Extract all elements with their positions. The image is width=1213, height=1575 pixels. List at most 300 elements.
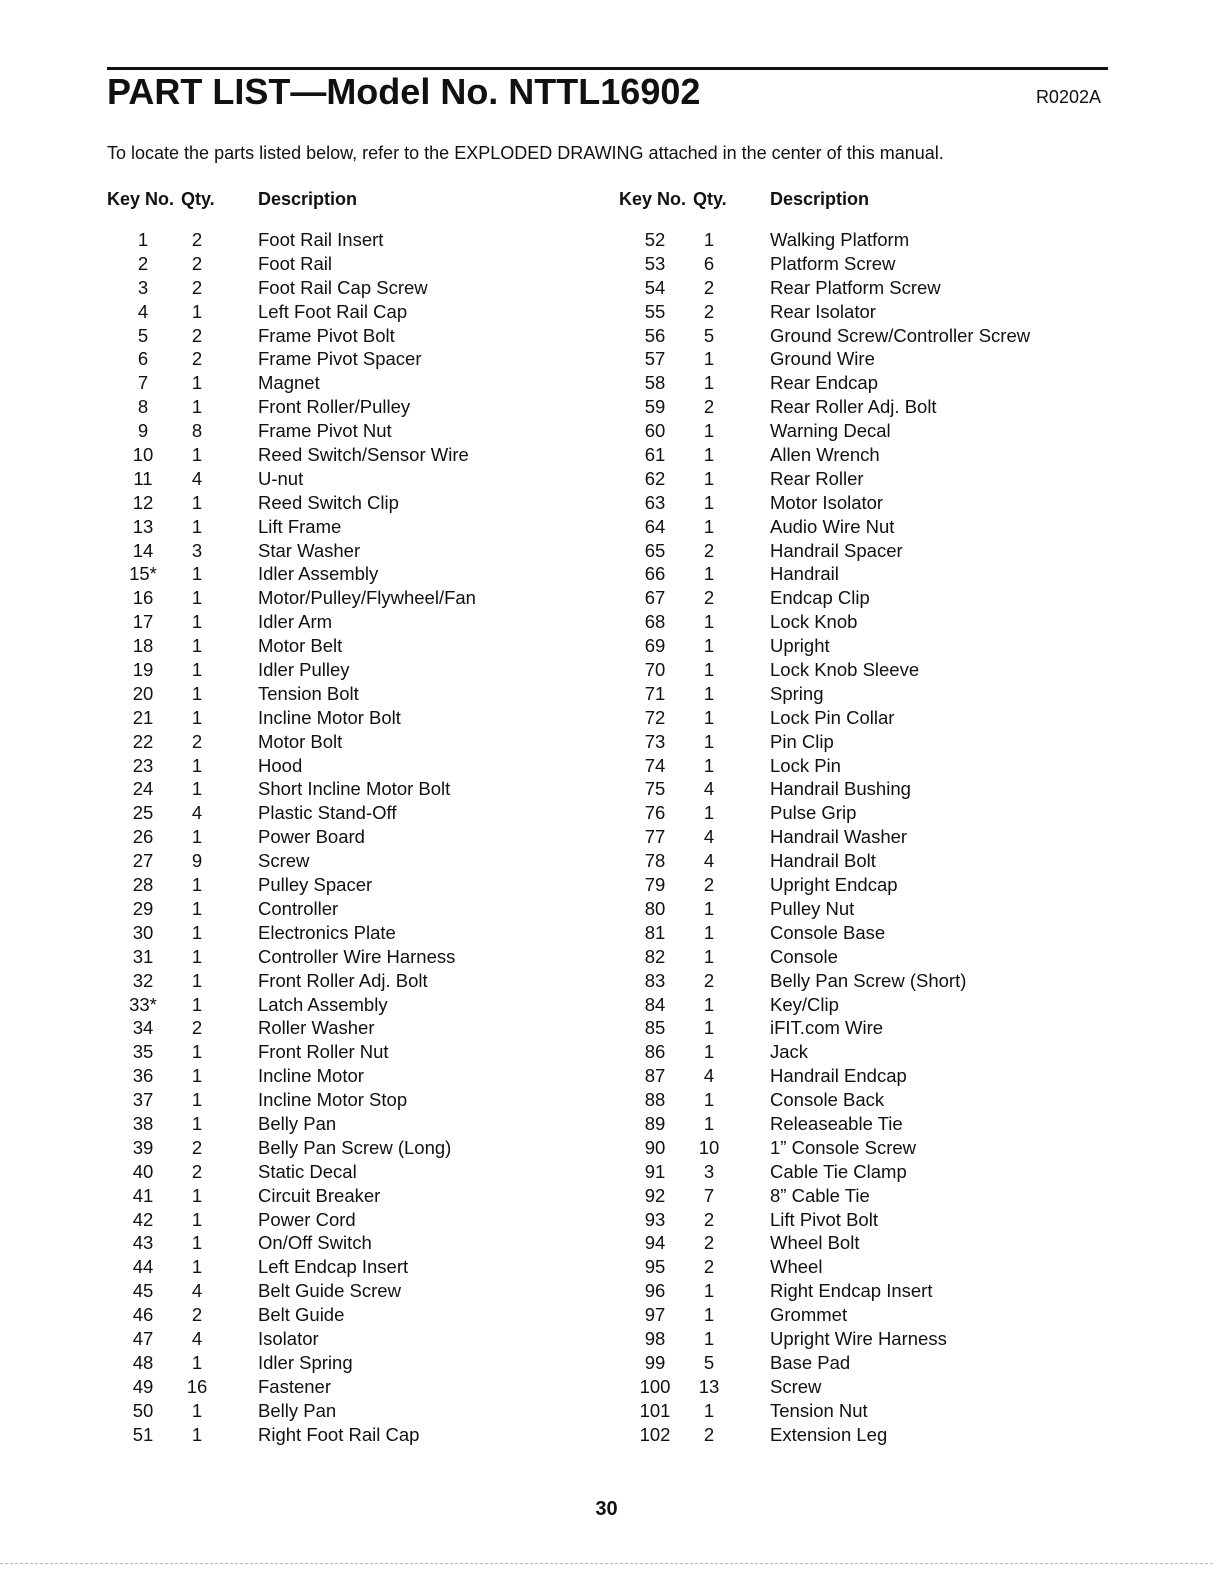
part-description: Motor/Pulley/Flywheel/Fan bbox=[258, 587, 476, 609]
part-quantity: 8 bbox=[191, 420, 203, 442]
part-key-number: 20 bbox=[132, 682, 154, 704]
part-quantity: 1 bbox=[703, 563, 715, 585]
part-key-number: 22 bbox=[132, 730, 154, 752]
part-quantity: 2 bbox=[703, 276, 715, 298]
part-description: Foot Rail Insert bbox=[258, 229, 384, 250]
part-row bbox=[120, 1184, 560, 1208]
part-row bbox=[632, 467, 1102, 491]
part-quantity: 1 bbox=[191, 993, 203, 1015]
part-key-number: 88 bbox=[644, 1089, 666, 1111]
part-row bbox=[632, 1279, 1102, 1303]
part-quantity: 13 bbox=[698, 1375, 720, 1397]
part-quantity: 1 bbox=[703, 754, 715, 776]
part-key-number: 54 bbox=[644, 276, 666, 298]
part-description: Left Foot Rail Cap bbox=[258, 300, 408, 322]
part-quantity: 1 bbox=[191, 396, 203, 418]
part-description: On/Off Switch bbox=[258, 1232, 372, 1254]
part-description: Rear Roller bbox=[770, 467, 864, 489]
part-key-number: 7 bbox=[137, 372, 149, 394]
part-row bbox=[632, 1375, 1102, 1399]
part-key-number: 84 bbox=[644, 993, 666, 1015]
part-description: Motor Belt bbox=[258, 635, 343, 657]
part-description: Wheel Bolt bbox=[770, 1232, 860, 1254]
part-quantity: 1 bbox=[191, 515, 203, 537]
part-row bbox=[632, 1303, 1102, 1327]
part-quantity: 5 bbox=[703, 324, 715, 346]
part-quantity: 1 bbox=[703, 515, 715, 537]
part-description: Tension Bolt bbox=[258, 682, 359, 704]
part-description: 8” Cable Tie bbox=[770, 1184, 870, 1206]
part-key-number: 56 bbox=[644, 324, 666, 346]
part-row bbox=[120, 969, 560, 993]
part-description: Lock Knob bbox=[770, 611, 858, 633]
part-quantity: 2 bbox=[191, 1304, 203, 1326]
part-description: Incline Motor Stop bbox=[258, 1089, 408, 1111]
part-description: Handrail Spacer bbox=[770, 539, 903, 561]
part-row bbox=[120, 730, 560, 754]
part-quantity: 4 bbox=[703, 778, 715, 800]
part-row bbox=[632, 897, 1102, 921]
part-description: Base Pad bbox=[770, 1351, 851, 1373]
part-row bbox=[632, 801, 1102, 825]
part-row bbox=[632, 1351, 1102, 1375]
part-row bbox=[120, 682, 560, 706]
part-quantity: 1 bbox=[191, 1065, 203, 1087]
part-description: Belly Pan bbox=[258, 1112, 337, 1134]
part-row bbox=[632, 324, 1102, 348]
part-key-number: 9 bbox=[137, 420, 149, 442]
part-key-number: 1 bbox=[137, 229, 149, 250]
part-description: U-nut bbox=[258, 467, 304, 489]
part-quantity: 1 bbox=[191, 1112, 203, 1134]
part-key-number: 92 bbox=[644, 1184, 666, 1206]
part-quantity: 4 bbox=[191, 467, 203, 489]
part-quantity: 4 bbox=[191, 1280, 203, 1302]
part-row bbox=[120, 395, 560, 419]
part-key-number: 76 bbox=[644, 802, 666, 824]
part-quantity: 1 bbox=[703, 659, 715, 681]
part-key-number: 25 bbox=[132, 802, 154, 824]
part-quantity: 2 bbox=[191, 252, 203, 274]
part-description: Handrail Endcap bbox=[770, 1065, 907, 1087]
part-row bbox=[120, 1231, 560, 1255]
part-quantity: 1 bbox=[191, 778, 203, 800]
part-description: Reed Switch/Sensor Wire bbox=[258, 444, 469, 466]
part-key-number: 82 bbox=[644, 945, 666, 967]
part-key-number: 73 bbox=[644, 730, 666, 752]
part-row bbox=[632, 395, 1102, 419]
part-description: Grommet bbox=[770, 1304, 848, 1326]
part-quantity: 1 bbox=[191, 587, 203, 609]
part-row bbox=[632, 443, 1102, 467]
part-row bbox=[120, 897, 560, 921]
part-row bbox=[120, 586, 560, 610]
part-row bbox=[120, 371, 560, 395]
part-description: Front Roller Adj. Bolt bbox=[258, 969, 428, 991]
part-description: Pulley Nut bbox=[770, 897, 855, 919]
part-key-number: 96 bbox=[644, 1280, 666, 1302]
part-key-number: 17 bbox=[132, 611, 154, 633]
part-row bbox=[632, 1016, 1102, 1040]
part-key-number: 52 bbox=[644, 229, 666, 250]
part-row bbox=[632, 1088, 1102, 1112]
part-description: Releaseable Tie bbox=[770, 1112, 903, 1134]
part-quantity: 2 bbox=[191, 1160, 203, 1182]
part-description: Frame Pivot Spacer bbox=[258, 348, 422, 370]
part-quantity: 1 bbox=[191, 300, 203, 322]
part-row bbox=[120, 1351, 560, 1375]
part-row bbox=[120, 491, 560, 515]
part-row bbox=[120, 801, 560, 825]
part-quantity: 1 bbox=[191, 969, 203, 991]
part-key-number: 46 bbox=[132, 1304, 154, 1326]
part-description: Jack bbox=[770, 1041, 809, 1063]
part-key-number: 51 bbox=[132, 1423, 154, 1445]
part-description: Motor Bolt bbox=[258, 730, 343, 752]
part-row bbox=[120, 825, 560, 849]
part-description: Star Washer bbox=[258, 539, 361, 561]
part-description: Upright Endcap bbox=[770, 874, 898, 896]
part-quantity: 4 bbox=[191, 1327, 203, 1349]
part-description: Lock Knob Sleeve bbox=[770, 659, 920, 681]
part-key-number: 33* bbox=[129, 993, 157, 1015]
part-row bbox=[120, 658, 560, 682]
part-quantity: 1 bbox=[191, 1232, 203, 1254]
part-row bbox=[632, 945, 1102, 969]
part-row bbox=[120, 467, 560, 491]
part-row bbox=[632, 1064, 1102, 1088]
part-quantity: 1 bbox=[191, 1208, 203, 1230]
part-row bbox=[632, 539, 1102, 563]
part-quantity: 4 bbox=[703, 1065, 715, 1087]
part-row bbox=[120, 252, 560, 276]
part-row bbox=[120, 873, 560, 897]
part-quantity: 1 bbox=[191, 611, 203, 633]
part-key-number: 100 bbox=[639, 1375, 671, 1397]
part-row bbox=[120, 419, 560, 443]
part-key-number: 93 bbox=[644, 1208, 666, 1230]
part-description: Short Incline Motor Bolt bbox=[258, 778, 451, 800]
part-key-number: 60 bbox=[644, 420, 666, 442]
part-quantity: 1 bbox=[703, 229, 715, 250]
part-key-number: 8 bbox=[137, 396, 149, 418]
part-key-number: 83 bbox=[644, 969, 666, 991]
page-number: 30 bbox=[595, 1498, 618, 1520]
part-description: Front Roller Nut bbox=[258, 1041, 389, 1063]
part-description: Idler Pulley bbox=[258, 659, 350, 681]
part-key-number: 69 bbox=[644, 635, 666, 657]
part-quantity: 2 bbox=[703, 1256, 715, 1278]
part-description: Handrail Bolt bbox=[770, 850, 876, 872]
part-row bbox=[120, 1160, 560, 1184]
part-description: Belly Pan Screw (Short) bbox=[770, 969, 967, 991]
part-quantity: 1 bbox=[703, 1280, 715, 1302]
part-key-number: 30 bbox=[132, 921, 154, 943]
part-key-number: 24 bbox=[132, 778, 154, 800]
part-row bbox=[120, 1423, 560, 1447]
part-quantity: 10 bbox=[698, 1136, 720, 1158]
part-description: Ground Wire bbox=[770, 348, 875, 370]
part-row bbox=[120, 1136, 560, 1160]
part-row bbox=[120, 754, 560, 778]
part-quantity: 5 bbox=[703, 1351, 715, 1373]
part-quantity: 1 bbox=[703, 1304, 715, 1326]
part-row bbox=[120, 1040, 560, 1064]
part-key-number: 55 bbox=[644, 300, 666, 322]
part-quantity: 1 bbox=[703, 1089, 715, 1111]
part-row bbox=[632, 969, 1102, 993]
part-quantity: 3 bbox=[703, 1160, 715, 1182]
part-key-number: 102 bbox=[639, 1423, 671, 1445]
part-quantity: 2 bbox=[191, 276, 203, 298]
part-description: Left Endcap Insert bbox=[258, 1256, 409, 1278]
part-quantity: 1 bbox=[191, 563, 203, 585]
part-quantity: 1 bbox=[703, 444, 715, 466]
part-description: Idler Arm bbox=[258, 611, 333, 633]
part-row bbox=[120, 228, 560, 252]
left-description-header: Description bbox=[258, 189, 358, 209]
part-row bbox=[632, 825, 1102, 849]
part-quantity: 1 bbox=[191, 706, 203, 728]
right-parts-list bbox=[632, 228, 1102, 1446]
part-description: Ground Screw/Controller Screw bbox=[770, 324, 1031, 346]
part-description: Lock Pin Collar bbox=[770, 706, 895, 728]
right-description-header: Description bbox=[770, 189, 870, 209]
part-quantity: 1 bbox=[191, 921, 203, 943]
part-description: Circuit Breaker bbox=[258, 1184, 381, 1206]
part-row bbox=[632, 1112, 1102, 1136]
part-quantity: 1 bbox=[191, 1041, 203, 1063]
part-row bbox=[632, 491, 1102, 515]
part-quantity: 1 bbox=[191, 372, 203, 394]
part-description: Pin Clip bbox=[770, 730, 834, 752]
part-quantity: 1 bbox=[703, 1112, 715, 1134]
part-row bbox=[632, 1184, 1102, 1208]
part-quantity: 2 bbox=[703, 539, 715, 561]
part-description: Belly Pan Screw (Long) bbox=[258, 1136, 452, 1158]
part-description: Isolator bbox=[258, 1327, 319, 1349]
part-description: Handrail bbox=[770, 563, 839, 585]
part-row bbox=[632, 347, 1102, 371]
part-quantity: 1 bbox=[191, 1256, 203, 1278]
intro-text: To locate the parts listed below, refer to the EXPLODED DRAWING attached in the center of this manual. bbox=[107, 143, 944, 163]
part-row bbox=[120, 1255, 560, 1279]
part-row bbox=[632, 371, 1102, 395]
part-description: Right Foot Rail Cap bbox=[258, 1423, 420, 1445]
part-row bbox=[632, 515, 1102, 539]
part-quantity: 1 bbox=[191, 1399, 203, 1421]
part-row bbox=[632, 1040, 1102, 1064]
part-description: Lift Frame bbox=[258, 515, 342, 537]
part-quantity: 6 bbox=[703, 252, 715, 274]
part-row bbox=[632, 921, 1102, 945]
part-key-number: 44 bbox=[132, 1256, 154, 1278]
bottom-edge-line bbox=[0, 1563, 1213, 1564]
part-quantity: 1 bbox=[191, 444, 203, 466]
part-quantity: 1 bbox=[703, 993, 715, 1015]
part-row bbox=[632, 754, 1102, 778]
part-row bbox=[120, 1279, 560, 1303]
part-key-number: 10 bbox=[132, 444, 154, 466]
part-description: Foot Rail Cap Screw bbox=[258, 276, 428, 298]
part-quantity: 1 bbox=[703, 420, 715, 442]
part-row bbox=[632, 228, 1102, 252]
part-row bbox=[120, 1375, 560, 1399]
part-description: Pulley Spacer bbox=[258, 874, 373, 896]
part-quantity: 2 bbox=[191, 324, 203, 346]
part-quantity: 1 bbox=[703, 897, 715, 919]
part-key-number: 65 bbox=[644, 539, 666, 561]
part-description: Belt Guide bbox=[258, 1304, 345, 1326]
part-description: Idler Spring bbox=[258, 1351, 353, 1373]
part-row bbox=[632, 1136, 1102, 1160]
part-quantity: 1 bbox=[191, 682, 203, 704]
part-key-number: 11 bbox=[133, 467, 153, 489]
part-row bbox=[120, 706, 560, 730]
part-description: Plastic Stand-Off bbox=[258, 802, 397, 824]
part-quantity: 1 bbox=[703, 491, 715, 513]
part-key-number: 18 bbox=[132, 635, 154, 657]
part-description: Console bbox=[770, 945, 838, 967]
part-description: Rear Platform Screw bbox=[770, 276, 941, 298]
part-key-number: 41 bbox=[132, 1184, 154, 1206]
part-quantity: 1 bbox=[191, 945, 203, 967]
part-key-number: 3 bbox=[137, 276, 149, 298]
part-key-number: 50 bbox=[132, 1399, 154, 1421]
part-key-number: 23 bbox=[132, 754, 154, 776]
part-quantity: 1 bbox=[703, 635, 715, 657]
left-key-header: Key No. bbox=[107, 189, 175, 209]
part-row bbox=[632, 706, 1102, 730]
part-quantity: 1 bbox=[191, 491, 203, 513]
part-row bbox=[632, 276, 1102, 300]
part-row bbox=[632, 586, 1102, 610]
part-key-number: 43 bbox=[132, 1232, 154, 1254]
part-key-number: 27 bbox=[132, 850, 154, 872]
part-key-number: 95 bbox=[644, 1256, 666, 1278]
part-description: Rear Endcap bbox=[770, 372, 878, 394]
part-description: Static Decal bbox=[258, 1160, 357, 1182]
part-description: Screw bbox=[258, 850, 310, 872]
part-description: Power Board bbox=[258, 826, 365, 848]
part-key-number: 42 bbox=[132, 1208, 154, 1230]
part-key-number: 39 bbox=[132, 1136, 154, 1158]
part-description: Extension Leg bbox=[770, 1423, 888, 1445]
part-row bbox=[120, 993, 560, 1017]
part-description: Belly Pan bbox=[258, 1399, 337, 1421]
part-key-number: 12 bbox=[132, 491, 154, 513]
part-quantity: 1 bbox=[703, 802, 715, 824]
part-description: Controller bbox=[258, 897, 339, 919]
part-quantity: 1 bbox=[191, 826, 203, 848]
part-key-number: 38 bbox=[132, 1112, 154, 1134]
part-row bbox=[632, 562, 1102, 586]
part-key-number: 75 bbox=[644, 778, 666, 800]
part-description: Console Back bbox=[770, 1089, 885, 1111]
part-row bbox=[632, 419, 1102, 443]
part-key-number: 15* bbox=[129, 563, 157, 585]
part-description: iFIT.com Wire bbox=[770, 1017, 884, 1039]
part-quantity: 4 bbox=[703, 826, 715, 848]
part-key-number: 59 bbox=[644, 396, 666, 418]
part-row bbox=[632, 1231, 1102, 1255]
part-quantity: 1 bbox=[191, 874, 203, 896]
part-row bbox=[632, 849, 1102, 873]
part-quantity: 1 bbox=[191, 897, 203, 919]
part-description: Console Base bbox=[770, 921, 886, 943]
part-description: Roller Washer bbox=[258, 1017, 375, 1039]
part-row bbox=[120, 1088, 560, 1112]
part-key-number: 86 bbox=[644, 1041, 666, 1063]
part-key-number: 48 bbox=[132, 1351, 154, 1373]
part-row bbox=[120, 300, 560, 324]
part-key-number: 68 bbox=[644, 611, 666, 633]
part-description: Platform Screw bbox=[770, 252, 896, 274]
part-key-number: 28 bbox=[132, 874, 154, 896]
part-key-number: 66 bbox=[644, 563, 666, 585]
part-description: Lift Pivot Bolt bbox=[770, 1208, 878, 1230]
part-description: Audio Wire Nut bbox=[770, 515, 895, 537]
part-quantity: 1 bbox=[191, 1184, 203, 1206]
part-description: Endcap Clip bbox=[770, 587, 870, 609]
part-key-number: 53 bbox=[644, 252, 666, 274]
part-description: Foot Rail bbox=[258, 252, 333, 274]
part-description: 1” Console Screw bbox=[770, 1136, 917, 1158]
part-quantity: 1 bbox=[703, 682, 715, 704]
part-key-number: 85 bbox=[644, 1017, 666, 1039]
part-key-number: 31 bbox=[132, 945, 154, 967]
part-key-number: 89 bbox=[644, 1112, 666, 1134]
part-quantity: 1 bbox=[191, 1351, 203, 1373]
part-description: Electronics Plate bbox=[258, 921, 396, 943]
part-key-number: 64 bbox=[644, 515, 666, 537]
part-quantity: 1 bbox=[703, 1017, 715, 1039]
part-row bbox=[632, 730, 1102, 754]
part-key-number: 57 bbox=[644, 348, 666, 370]
part-key-number: 40 bbox=[132, 1160, 154, 1182]
part-row bbox=[120, 1208, 560, 1232]
left-qty-header: Qty. bbox=[181, 189, 215, 209]
part-quantity: 1 bbox=[703, 706, 715, 728]
part-quantity: 7 bbox=[703, 1184, 715, 1206]
part-quantity: 1 bbox=[703, 730, 715, 752]
part-row bbox=[120, 849, 560, 873]
part-row bbox=[632, 682, 1102, 706]
part-description: Upright bbox=[770, 635, 830, 657]
part-row bbox=[120, 945, 560, 969]
part-row bbox=[632, 993, 1102, 1017]
part-description: Handrail Washer bbox=[770, 826, 908, 848]
part-row bbox=[120, 777, 560, 801]
part-description: Right Endcap Insert bbox=[770, 1280, 933, 1302]
part-key-number: 98 bbox=[644, 1327, 666, 1349]
part-row bbox=[120, 1303, 560, 1327]
part-key-number: 13 bbox=[132, 515, 154, 537]
part-key-number: 35 bbox=[132, 1041, 154, 1063]
part-row bbox=[632, 1423, 1102, 1447]
part-description: Hood bbox=[258, 754, 303, 776]
part-key-number: 72 bbox=[644, 706, 666, 728]
part-quantity: 2 bbox=[191, 730, 203, 752]
part-key-number: 37 bbox=[132, 1089, 154, 1111]
right-key-header: Key No. bbox=[619, 189, 687, 209]
part-description: Handrail Bushing bbox=[770, 778, 911, 800]
part-description: Wheel bbox=[770, 1256, 823, 1278]
part-quantity: 2 bbox=[703, 1423, 715, 1445]
part-key-number: 4 bbox=[137, 300, 149, 322]
part-key-number: 74 bbox=[644, 754, 666, 776]
part-row bbox=[120, 610, 560, 634]
